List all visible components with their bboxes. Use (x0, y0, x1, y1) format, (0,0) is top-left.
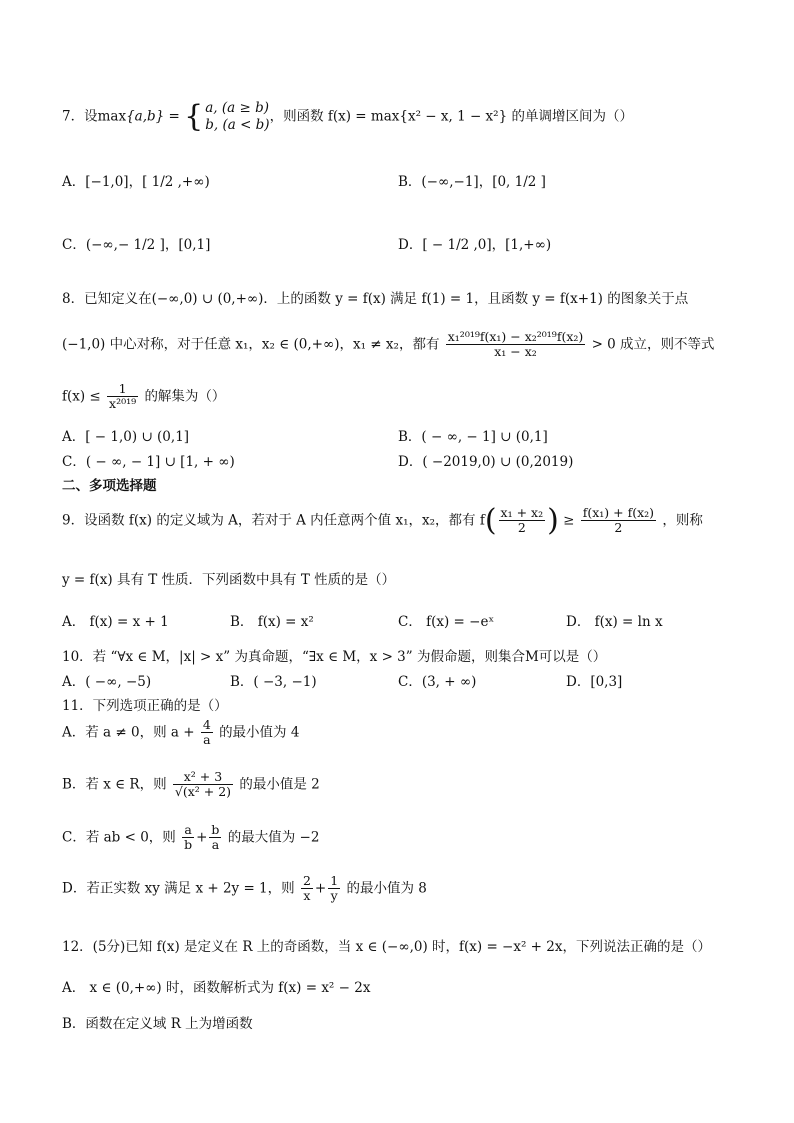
q9-option-d: D． f(x) = ln x (566, 614, 663, 630)
q9-fraction2-num: f(x₁) + f(x₂) (582, 505, 655, 520)
q7-rest: ，则函数 f(x) = max{x² − x, 1 − x²} 的单调增区间为（） (269, 108, 633, 125)
q8-line3 (62, 382, 225, 412)
q7-option-a: A．[−1,0]，[ 1/2 ,+∞) (62, 174, 210, 190)
q9-option-c: C． f(x) = −eˣ (398, 614, 495, 630)
q8-option-a: A．[ − 1,0) ∪ (0,1] (62, 429, 190, 445)
q11-c-den2: a (211, 837, 220, 853)
q11-a-tail: 的最小值为 4 (219, 724, 300, 741)
q10-option-d: D．[0,3] (566, 674, 623, 690)
q10-option-a: A．( −∞, −5) (62, 674, 152, 690)
q10-option-c: C．(3, + ∞) (398, 674, 477, 690)
q12-option-b: B．函数在定义域 R 上为增函数 (62, 1016, 253, 1032)
section-heading: 二、多项选择题 (62, 478, 157, 494)
q11-b-fraction (173, 770, 233, 800)
q11-d-fraction2 (328, 874, 340, 904)
q11-c-fraction1 (182, 823, 194, 853)
q11-d-den1: x (303, 888, 311, 904)
q8-line3-b: 的解集为（） (144, 388, 226, 405)
q11-b-tail: 的最小值是 2 (239, 776, 320, 793)
q8-option-c: C．( − ∞, − 1] ∪ [1, + ∞) (62, 454, 235, 470)
q7-stem: 7．设max{a,b} = { a, (a ≥ b) b, (a < b) ，则函数 f(x) = max{x² − x, 1 − x²} 的单调增区间为（） (62, 98, 633, 134)
q9-fraction2 (581, 506, 656, 536)
q11-c-plus: + (196, 829, 208, 846)
q8-line3-a: f(x) ≤ (62, 388, 101, 405)
q8-line1: 8．已知定义在(−∞,0) ∪ (0,+∞)．上的函数 y = f(x) 满足 f(1) = 1，且函数 y = f(x+1) 的图象关于点 (62, 291, 689, 307)
q11-a-text: A．若 a ≠ 0，则 a + (62, 724, 195, 741)
q9-paren-close: ) (547, 502, 559, 538)
q9-fraction1 (499, 506, 546, 536)
q8-line2-b: > 0 成立，则不等式 (591, 336, 715, 353)
q11-d-fraction1 (301, 874, 313, 904)
q11-d-tail: 的最小值为 8 (346, 880, 427, 897)
q11-c-num2: b (211, 822, 220, 837)
q9-fraction1-num: x₁ + x₂ (500, 505, 544, 520)
q12-option-a: A． x ∈ (0,+∞) 时，函数解析式为 f(x) = x² − 2x (62, 980, 371, 996)
q8-option-d: D．( −2019,0) ∪ (0,2019) (398, 454, 574, 470)
q8-ineq-den: x²⁰¹⁹ (109, 396, 137, 412)
q8-fraction-den: x₁ − x₂ (494, 344, 537, 360)
q11-b-text: B．若 x ∈ R，则 (62, 776, 167, 793)
q7-prefix: 7．设max (62, 108, 127, 125)
q11-option-a (62, 718, 299, 748)
q9-line1-b: ，则称 (662, 512, 703, 529)
q8-ineq-num: 1 (107, 382, 138, 397)
q8-fraction-num: x₁²⁰¹⁹f(x₁) − x₂²⁰¹⁹f(x₂) (447, 329, 584, 344)
q9-ge: ≥ (563, 512, 575, 529)
q11-option-d (62, 874, 427, 904)
q9-option-b: B． f(x) = x² (230, 614, 314, 630)
q8-line2 (62, 330, 715, 360)
q10-stem: 10．若 “∀x ∈ M，|x| > x” 为真命题，“∃x ∈ M，x > 3” 为假命题，则集合M可以是（） (62, 649, 607, 665)
q8-option-b: B．( − ∞, − 1] ∪ (0,1] (398, 429, 548, 445)
q7-case2: b, (a < b) (205, 116, 270, 133)
q7-option-b: B．(−∞,−1]，[0, 1/2 ] (398, 174, 546, 190)
q7-option-c: C．(−∞,− 1/2 ]，[0,1] (62, 237, 211, 253)
q11-a-num: 4 (202, 717, 211, 732)
q8-fraction (446, 330, 586, 360)
q11-d-plus: + (314, 880, 327, 897)
q11-c-tail: 的最大值为 −2 (227, 829, 320, 846)
q11-option-b (62, 770, 320, 800)
q9-line1-a: 9．设函数 f(x) 的定义域为 A，若对于 A 内任意两个值 x₁，x₂，都有 f (62, 512, 485, 529)
q12-stem: 12．(5分)已知 f(x) 是定义在 R 上的奇函数，当 x ∈ (−∞,0) 时，f(x) = −x² + 2x，下列说法正确的是（） (62, 939, 711, 955)
q9-option-a: A． f(x) = x + 1 (62, 614, 169, 630)
q11-a-den: a (203, 732, 211, 748)
q8-line2-a: (−1,0) 中心对称，对于任意 x₁，x₂ ∈ (0,+∞)，x₁ ≠ x₂，都有 (62, 336, 440, 353)
q7-cases (205, 100, 269, 134)
q9-paren-open: ( (484, 502, 497, 538)
q11-d-num1: 2 (302, 873, 311, 888)
q11-c-text: C．若 ab < 0，则 (62, 829, 176, 846)
q9-fraction2-den: 2 (614, 520, 623, 536)
q11-c-den1: b (184, 837, 193, 853)
q11-a-fraction (201, 718, 213, 748)
q11-c-num1: a (182, 823, 194, 838)
q11-d-text: D．若正实数 xy 满足 x + 2y = 1，则 (62, 880, 295, 897)
q7-option-d: D．[ − 1/2 ,0]，[1,+∞) (398, 237, 552, 253)
q11-b-num: x² + 3 (173, 770, 233, 785)
q11-stem: 11．下列选项正确的是（） (62, 698, 228, 714)
q9-line1 (62, 502, 703, 538)
q11-d-num2: 1 (330, 873, 339, 888)
q11-d-den2: y (330, 888, 338, 904)
q9-fraction1-den: 2 (517, 520, 526, 536)
q10-option-b: B．( −3, −1) (230, 674, 317, 690)
q11-option-c (62, 823, 319, 853)
q11-b-den: √(x² + 2) (174, 784, 232, 800)
q11-c-fraction2 (209, 823, 221, 853)
q8-ineq-fraction (107, 382, 138, 412)
q7-brace: { (184, 98, 204, 134)
q7-case1: a, (a ≥ b) (205, 100, 269, 116)
q9-line2: y = f(x) 具有 T 性质．下列函数中具有 T 性质的是（） (62, 572, 396, 588)
